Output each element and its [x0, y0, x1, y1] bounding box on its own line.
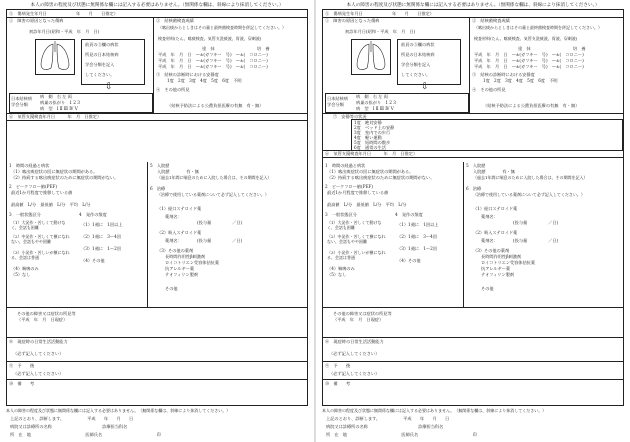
- general-status-title: 3 一般状態区分: [9, 212, 41, 217]
- daily-living-title: ⑧ 現症時の日常生活活動能力: [9, 339, 68, 344]
- lung-diagram: [351, 39, 391, 75]
- form-page-left: [0, 0, 314, 442]
- legend-line-2: 所見の日本結核病: [401, 52, 435, 57]
- onset-label: ⑤ 傷病発生年月日 年 月 日推定）: [9, 11, 118, 16]
- jsc-classification-table: [325, 93, 469, 113]
- frequency-title: 4 発作の頻度: [79, 212, 107, 217]
- rest-degree-title: ③ 結核の診断時における安静度: [156, 72, 219, 77]
- footer-notice: 本人の障害の程度及び状態に無関係な欄には記入する必要はありません。（無関係な欄は、斜線により抹消してください。）: [6, 408, 231, 413]
- legend-line-1: 前頁の⑤欄の病状: [85, 42, 119, 47]
- jsc-label-1: 日本結核病: [11, 96, 32, 101]
- rest-row-5: 5度 短時間の散歩: [354, 140, 391, 145]
- bronchoscopy-date: ⑥ 気管支鏡検査年月日 年 月 日推定）: [9, 114, 102, 119]
- row-lung-and-culture: [323, 17, 623, 114]
- treatment-drug-label-2: 薬剤名：: [165, 238, 182, 243]
- prognosis-note: （必ず記入してください）: [329, 371, 380, 376]
- treatment-theophylline: テオフィリン製剤: [165, 272, 198, 277]
- frequency-item-4: （4）その他: [397, 258, 421, 263]
- down-arrow-icon: ⇩: [421, 82, 429, 92]
- culture-row-3: 平成 年 月 日 —±(ガフキー 号) —±( コロニー): [474, 64, 584, 69]
- prognosis-title: ⑨ 予 後: [9, 363, 35, 368]
- lung-diagram: [35, 39, 75, 75]
- culture-row-2: 平成 年 月 日 —±(ガフキー 号) —±( コロニー): [158, 58, 268, 63]
- footer-notice: 本人の障害の程度及び状態に無関係な欄には記入する必要はありません。（無関係な欄は、斜線により抹消してください。）: [322, 408, 547, 413]
- row-rest-status: [323, 113, 623, 151]
- treatment-ltra: ロイコトリエン受容体拮抗薬: [481, 260, 536, 265]
- cause-disease-label: ① 障害の原因となった傷病: [325, 18, 380, 23]
- down-arrow-icon: ⇩: [105, 82, 113, 92]
- jsc-side: 病 側 右 左 両: [356, 94, 388, 99]
- daily-living-note: （必ず記入してください）: [13, 351, 64, 356]
- prognosis-title: ⑨ 予 後: [325, 363, 351, 368]
- jsc-spread: 病巣の拡がり 1 2 3: [356, 100, 396, 105]
- pef-values: 最高値 L/分 最低値 L/分 平均 L/分: [327, 202, 407, 207]
- treatment-dose-2: (投与量 ／日): [197, 238, 243, 243]
- page-header: 本人の障害の程度及び状態に無関係な欄には記入する必要はありません。（無関係な欄は、斜線により抹消してください。）: [346, 3, 600, 8]
- first-visit-date: 初診年月日(昭和・平成 年 月 日): [345, 29, 416, 34]
- culture-culture-header: 培 養: [257, 46, 270, 51]
- treatment-oral-steroid: （1）経口ステロイド薬: [157, 206, 202, 211]
- frequency-item-2: （2）1週に 3〜4回: [81, 234, 121, 239]
- public-expense-note: （結核予防法による公費負担医療の有無 有・無）: [167, 103, 264, 108]
- row-asthma: [323, 162, 623, 308]
- jsc-spread: 病巣の拡がり 1 2 3: [40, 100, 80, 105]
- row-daily-living: [7, 337, 307, 362]
- treatment-drug-label-1: 薬剤名：: [481, 214, 498, 219]
- rest-degree-grades: 1度 2度 3度 4度 5度 6度 不明: [167, 78, 242, 83]
- frequency-item-1: （1）1週に 1回以上: [397, 222, 439, 227]
- culture-material: 検査材料(たん、喀痰検査、気管支洗痰液、胃液、穿刺液): [158, 36, 262, 41]
- frequency-item-3: （3）1週に 1〜2回: [81, 246, 121, 251]
- form-frame: [322, 9, 624, 406]
- treatment-drug-label-1: 薬剤名：: [165, 214, 182, 219]
- other-disability-title: その他の障害又は症状の所見等: [17, 311, 76, 316]
- treatment-drug-label-2: 薬剤名：: [481, 238, 498, 243]
- status-item-3: （3）小発作・苦しいが横になれる、会話は普通: [327, 250, 386, 260]
- status-item-3: （3）小発作・苦しいが横になれる、会話は普通: [11, 250, 70, 260]
- status-item-5: （5）なし: [11, 272, 31, 277]
- other-findings-title: ④ その他の所見: [156, 87, 190, 92]
- culture-note: （喀出痰からとしきはその量と最終菌検査時期を併記してください。）: [474, 25, 602, 30]
- admission-note: （過去1年間に喘息のために入院した場合は、その期間を記入）: [473, 175, 588, 180]
- other-disability-title: その他の障害又は症状の所見等: [333, 311, 392, 316]
- row-remarks: [7, 379, 307, 406]
- frequency-item-2: （2）1週に 3〜4回: [397, 234, 437, 239]
- admission-line: 入院歴 有・無: [473, 169, 515, 174]
- page-header: 本人の障害の程度及び状態に無関係な欄には記入する必要はありません。（無関係な欄は、斜線により抹消してください。）: [30, 3, 284, 8]
- onset-label: ⑤ 傷病発生年月日 年 月 日推定）: [325, 11, 434, 16]
- legend-line-2: 所見の日本結核病: [85, 52, 119, 57]
- row-remarks: [323, 379, 623, 406]
- cause-disease-label: ① 障害の原因となった傷病: [9, 18, 64, 23]
- legend-line-3: 学会分類を記入: [401, 62, 431, 67]
- treatment-other-drug: その他: [481, 286, 494, 291]
- footer-hospital-line: 病院又は診療所の名称 診療担当科名: [10, 424, 128, 429]
- culture-title: ② 結核菌検査成績: [472, 18, 510, 23]
- treatment-dose-2: (投与量 ／日): [513, 238, 559, 243]
- treatment-note: （治療で使用している薬剤について必ず記入してください。）: [157, 192, 269, 197]
- course-line-2: （2）持続する喀出痰症状のために無症状の期間がない。: [327, 175, 435, 180]
- pef-values: 最高値 L/分 最低値 L/分 平均 L/分: [11, 202, 91, 207]
- admission-note: （過去1年間に喘息のために入院した場合は、その期間を記入）: [157, 175, 272, 180]
- status-item-1: （1）大発作・苦しくて動けなく、会話も困難: [327, 220, 382, 230]
- admission-title: 5 入院歴: [466, 163, 486, 168]
- pef-title: 2 ピークフロー値(PEF): [9, 184, 58, 189]
- jsc-type: 病 型 Ⅰ Ⅱ Ⅲ Ⅳ Ⅴ: [40, 106, 78, 111]
- treatment-inhaled-steroid: （2）吸入ステロイド薬: [157, 230, 202, 235]
- treatment-theophylline: テオフィリン製剤: [481, 272, 514, 277]
- remarks-title: ⑩ 備 考: [325, 381, 351, 386]
- bronchoscopy-date: ⑥ 気管支鏡検査年月日 年 月 日推定）: [325, 151, 418, 156]
- first-visit-date: 初診年月日(昭和・平成 年 月 日): [29, 29, 100, 34]
- treatment-other: （3）その他の薬剤: [473, 248, 510, 253]
- rest-row-4: 4度 軽い運動: [354, 135, 382, 140]
- rest-row-3: 3度 室内での歩行: [354, 130, 391, 135]
- culture-row-2: 平成 年 月 日 —±(ガフキー 号) —±( コロニー): [474, 58, 584, 63]
- certification-footer: [6, 408, 308, 440]
- rest-status-title: ⑦ 安静等の状況: [333, 114, 367, 119]
- remarks-title: ⑩ 備 考: [9, 381, 35, 386]
- form-page-right: [316, 0, 630, 442]
- treatment-note: （治療で使用している薬剤について必ず記入してください。）: [473, 192, 585, 197]
- other-findings-title: ④ その他の所見: [472, 87, 506, 92]
- legend-line-3: 学会分類を記入: [85, 62, 115, 67]
- frequency-item-3: （3）1週に 1〜2回: [397, 246, 437, 251]
- rest-row-1: 1度 絶対安静: [354, 120, 382, 125]
- admission-title: 5 入院歴: [150, 163, 170, 168]
- treatment-ltra: ロイコトリエン受容体拮抗薬: [165, 260, 220, 265]
- rest-degree-grades: 1度 2度 3度 4度 5度 6度 不明: [483, 78, 558, 83]
- rest-row-6: 6度 通常の生活: [354, 145, 386, 150]
- public-expense-note: （結核予防法による公費負担医療の有無 有・無）: [483, 103, 580, 108]
- treatment-dose-1: (投与量 ／日): [197, 220, 243, 225]
- culture-row-1: 平成 年 月 日 —±(ガフキー 号) —±( コロニー): [474, 52, 584, 57]
- legend-line-4: してください。: [401, 72, 431, 77]
- treatment-other: （3）その他の薬剤: [157, 248, 194, 253]
- pef-sub: 最近1か月程度で推移している値: [11, 190, 73, 195]
- jsc-label-2: 学会分類: [11, 102, 28, 107]
- row-other-findings: [323, 307, 623, 338]
- rest-row-2: 2度 ベッド上の安静: [354, 125, 395, 130]
- other-disability-date: （平成 年 月 日現症）: [333, 317, 384, 322]
- frequency-title: 4 発作の頻度: [395, 212, 423, 217]
- frequency-item-4: （4）その他: [81, 258, 105, 263]
- row-asthma: [7, 162, 307, 308]
- status-item-1: （1）大発作・苦しくて動けなく、会話も困難: [11, 220, 66, 230]
- row-prognosis: [323, 361, 623, 380]
- row-bronchoscopy: [7, 113, 307, 121]
- certification-footer: [322, 408, 624, 440]
- culture-smear-header: 塗 抹: [202, 46, 215, 51]
- culture-smear-header: 塗 抹: [518, 46, 531, 51]
- frequency-item-1: （1）1週に 1回以上: [81, 222, 123, 227]
- row-daily-living: [323, 337, 623, 362]
- lung-legend-box: [81, 39, 145, 85]
- treatment-inhaled-steroid: （2）吸入ステロイド薬: [473, 230, 518, 235]
- culture-title: ② 結核菌検査成績: [156, 18, 194, 23]
- treatment-oral-steroid: （1）経口ステロイド薬: [473, 206, 518, 211]
- status-item-5: （5）なし: [327, 272, 347, 277]
- footer-signature-line: 所 在 地 医師氏名 印: [326, 432, 477, 437]
- treatment-other-drug: その他: [165, 286, 178, 291]
- legend-line-4: してください。: [85, 72, 115, 77]
- culture-note: （喀出痰からとしきはその量と最終菌検査時期を併記してください。）: [158, 25, 286, 30]
- jsc-side: 病 側 右 左 両: [40, 94, 72, 99]
- culture-row-1: 平成 年 月 日 —±(ガフキー 号) —±( コロニー): [158, 52, 268, 57]
- jsc-label-1: 日本結核病: [327, 96, 348, 101]
- footer-hospital-line: 病院又は診療所の名称 診療担当科名: [326, 424, 444, 429]
- culture-culture-header: 培 養: [573, 46, 586, 51]
- treatment-antiallergy: 抗アレルギー薬: [165, 266, 195, 271]
- rest-status-table: [351, 119, 623, 151]
- admission-line: 入院歴 有・無: [157, 169, 199, 174]
- daily-living-note: （必ず記入してください）: [329, 351, 380, 356]
- pef-title: 2 ピークフロー値(PEF): [325, 184, 374, 189]
- other-disability-date: （平成 年 月 日現症）: [17, 317, 68, 322]
- course-title: 1 時間の経過と病状: [325, 163, 366, 168]
- treatment-dose-1: (投与量 ／日): [513, 220, 559, 225]
- general-status-title: 3 一般状態区分: [325, 212, 357, 217]
- treatment-laba: 長時間作用性β刺激剤: [481, 254, 522, 259]
- footer-date-line: 上記のとおり、診断します。 平成 年 月 日: [326, 416, 450, 421]
- form-frame: [6, 9, 308, 406]
- prognosis-note: （必ず記入してください）: [13, 371, 64, 376]
- treatment-title: 6 治療: [150, 186, 166, 191]
- culture-row-3: 平成 年 月 日 —±(ガフキー 号) —±( コロニー): [158, 64, 268, 69]
- culture-material: 検査材料(たん、喀痰検査、気管支洗痰液、胃液、穿刺液): [474, 36, 578, 41]
- treatment-title: 6 治療: [466, 186, 482, 191]
- row-other-findings: [7, 307, 307, 338]
- jsc-label-2: 学会分類: [327, 102, 344, 107]
- pef-sub: 最近1か月程度で推移している値: [327, 190, 389, 195]
- course-title: 1 時間の経過と病状: [9, 163, 50, 168]
- course-line-1: （1）喀出痰症状の回に無症状の期間がある。: [11, 169, 98, 174]
- treatment-antiallergy: 抗アレルギー薬: [481, 266, 511, 271]
- lung-legend-box: [397, 39, 461, 85]
- daily-living-title: ⑧ 現症時の日常生活活動能力: [325, 339, 384, 344]
- status-item-4: （4）喘鳴のみ: [11, 266, 39, 271]
- legend-line-1: 前頁の⑤欄の病状: [401, 42, 435, 47]
- course-line-2: （2）持続する喀出痰症状のために無症状の期間がない。: [11, 175, 119, 180]
- row-prognosis: [7, 361, 307, 380]
- lung-icon: [352, 40, 390, 74]
- row-bronchoscopy: [323, 150, 623, 158]
- treatment-laba: 長時間作用性β刺激剤: [165, 254, 206, 259]
- course-line-1: （1）喀出痰症状の回に無症状の期間がある。: [327, 169, 414, 174]
- footer-date-line: 上記のとおり、診断します。 平成 年 月 日: [10, 416, 134, 421]
- status-item-4: （4）喘鳴のみ: [327, 266, 355, 271]
- rest-degree-title: ③ 結核の診断時における安静度: [472, 72, 535, 77]
- footer-signature-line: 所 在 地 医師氏名 印: [10, 432, 161, 437]
- jsc-type: 病 型 Ⅰ Ⅱ Ⅲ Ⅳ Ⅴ: [356, 106, 394, 111]
- lung-icon: [36, 40, 74, 74]
- status-item-2: （2）中発作・苦しくて横になれない、会話もやや困難: [11, 234, 70, 244]
- status-item-2: （2）中発作・苦しくて横になれない、会話もやや困難: [327, 234, 386, 244]
- row-lung-and-culture: [7, 17, 307, 114]
- jsc-classification-table: [9, 93, 153, 113]
